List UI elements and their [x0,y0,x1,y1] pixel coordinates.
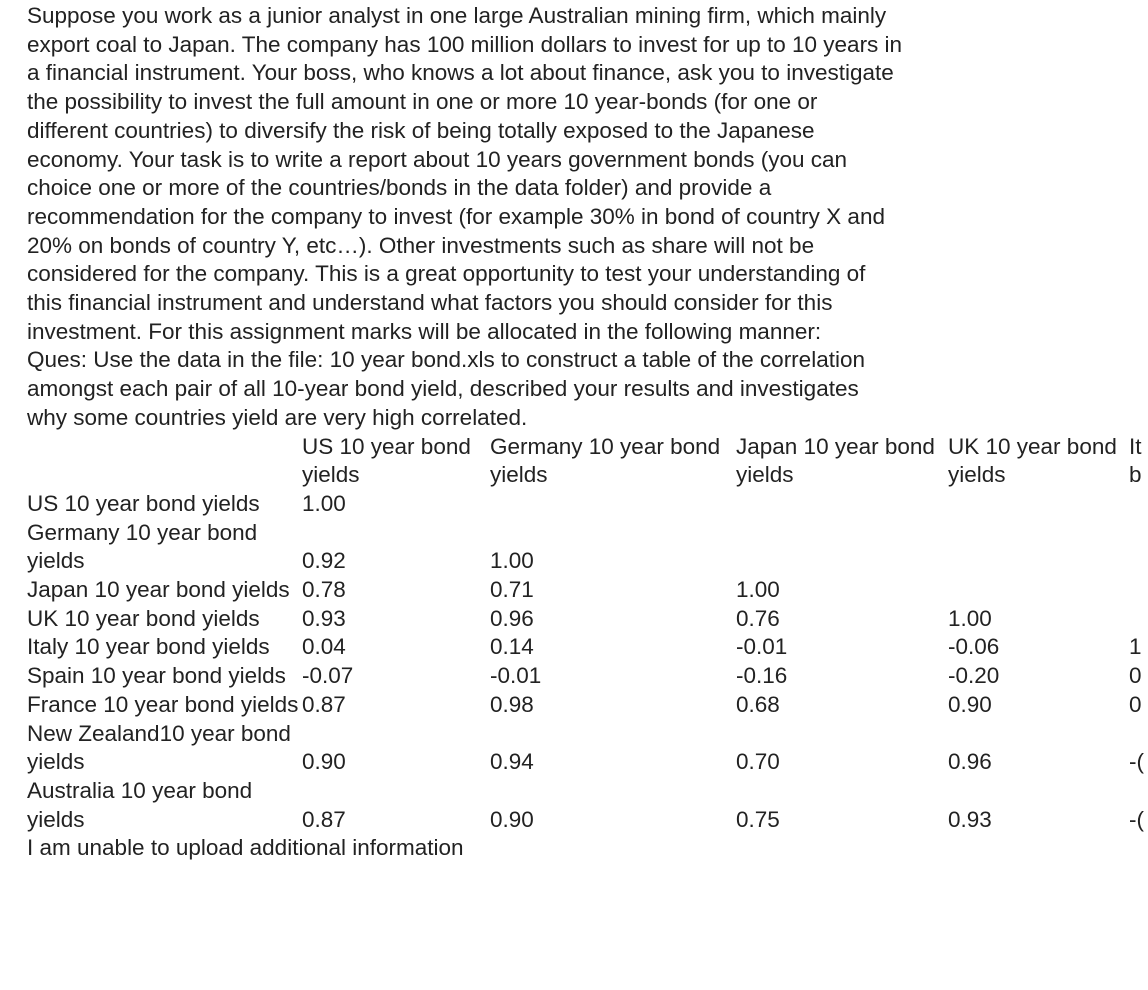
column-header-us: US 10 year bond yields [302,433,471,488]
cell-us: 1.00 [302,490,346,516]
paragraph-line: different countries) to diversify the risk of being totally exposed to the Japanese [27,117,815,143]
cell-germany: 0.98 [490,691,534,717]
cell-germany: 0.94 [490,749,534,775]
row-label: UK 10 year bond yields [27,605,260,631]
row-label: France 10 year bond yields [27,691,299,717]
table-row [27,720,1148,777]
cell-japan: 0.68 [736,691,780,717]
cell-us: 0.87 [302,806,346,832]
cell-italy-clipped: 0 [1129,691,1142,717]
cell-us: 0.92 [302,548,346,574]
cell-japan: -0.01 [736,634,788,660]
table-row [27,490,1148,519]
paragraph-line: export coal to Japan. The company has 100 million dollars to invest for up to 10 years in [27,31,903,57]
cell-japan: 1.00 [736,577,780,603]
column-header-japan: Japan 10 year bond yields [736,433,935,488]
paragraph-line: Suppose you work as a junior analyst in one large Australian mining firm, which mainly [27,3,887,28]
paragraph-line: recommendation for the company to invest (for example 30% in bond of country X and [27,203,885,229]
row-label: Australia 10 year bond yields [27,777,253,832]
cell-uk: 0.90 [948,691,992,717]
table-row [27,777,1148,834]
paragraph-line: 20% on bonds of country Y, etc…). Other investments such as share will not be [27,232,815,258]
cell-germany: -0.01 [490,663,542,689]
cell-germany: 0.14 [490,634,534,660]
cell-germany: 0.71 [490,577,534,603]
table-row [27,633,1148,662]
cell-italy-clipped: -( [1129,749,1144,775]
cell-uk: 0.96 [948,749,992,775]
cell-japan: 0.76 [736,605,780,631]
table-row [27,662,1148,691]
cell-us: 0.90 [302,749,346,775]
cell-germany: 0.90 [490,806,534,832]
cell-italy-clipped: 1 [1129,634,1142,660]
cell-us: 0.78 [302,577,346,603]
row-label: Japan 10 year bond yields [27,577,290,603]
paragraph-line: economy. Your task is to write a report about 10 years government bonds (you can [27,146,848,172]
row-label: US 10 year bond yields [27,490,260,516]
paragraph-line: considered for the company. This is a great opportunity to test your understanding of [27,261,866,287]
cell-uk: -0.20 [948,663,1000,689]
paragraph-line: the possibility to invest the full amount in one or more 10 year-bonds (for one or [27,89,818,115]
cell-uk: 1.00 [948,605,992,631]
cell-us: -0.07 [302,663,354,689]
cell-us: 0.87 [302,691,346,717]
column-header-germany: Germany 10 year bond yields [490,433,721,488]
table-row [27,576,1148,605]
paragraph-line: a financial instrument. Your boss, who knows a lot about finance, ask you to investigate [27,60,894,86]
cell-us: 0.04 [302,634,346,660]
paragraph-line: this financial instrument and understand what factors you should consider for this [27,290,833,316]
table-row [27,605,1148,634]
cell-germany: 0.96 [490,605,534,631]
cell-uk: 0.93 [948,806,992,832]
footer-note: I am unable to upload additional information [27,835,464,861]
correlation-table [27,433,1148,835]
row-label: Germany 10 year bond yields [27,519,258,574]
cell-italy-clipped: -( [1129,806,1144,832]
row-label: Spain 10 year bond yields [27,663,286,689]
cell-germany: 1.00 [490,548,534,574]
row-label: Italy 10 year bond yields [27,634,270,660]
cell-italy-clipped: 0 [1129,663,1142,689]
paragraph-line: why some countries yield are very high correlated. [27,404,528,430]
cell-us: 0.93 [302,605,346,631]
paragraph-line: investment. For this assignment marks will be allocated in the following manner: [27,318,822,344]
paragraph-line: amongst each pair of all 10-year bond yield, described your results and investigates [27,376,859,402]
paragraph-line: choice one or more of the countries/bonds in the data folder) and provide a [27,175,772,201]
row-label: New Zealand10 year bond yields [27,720,291,775]
table-row [27,519,1148,576]
table-row [27,691,1148,720]
paragraph-line: Ques: Use the data in the file: 10 year bond.xls to construct a table of the correlation [27,347,865,373]
column-header-uk: UK 10 year bond yields [948,433,1117,488]
cell-japan: -0.16 [736,663,788,689]
question-paragraph [27,2,1007,433]
cell-japan: 0.75 [736,806,780,832]
cell-uk: -0.06 [948,634,1000,660]
column-header-italy-clipped: It b [1129,433,1142,488]
document-body [27,2,1148,863]
table-header-row [27,433,1148,490]
cell-japan: 0.70 [736,749,780,775]
